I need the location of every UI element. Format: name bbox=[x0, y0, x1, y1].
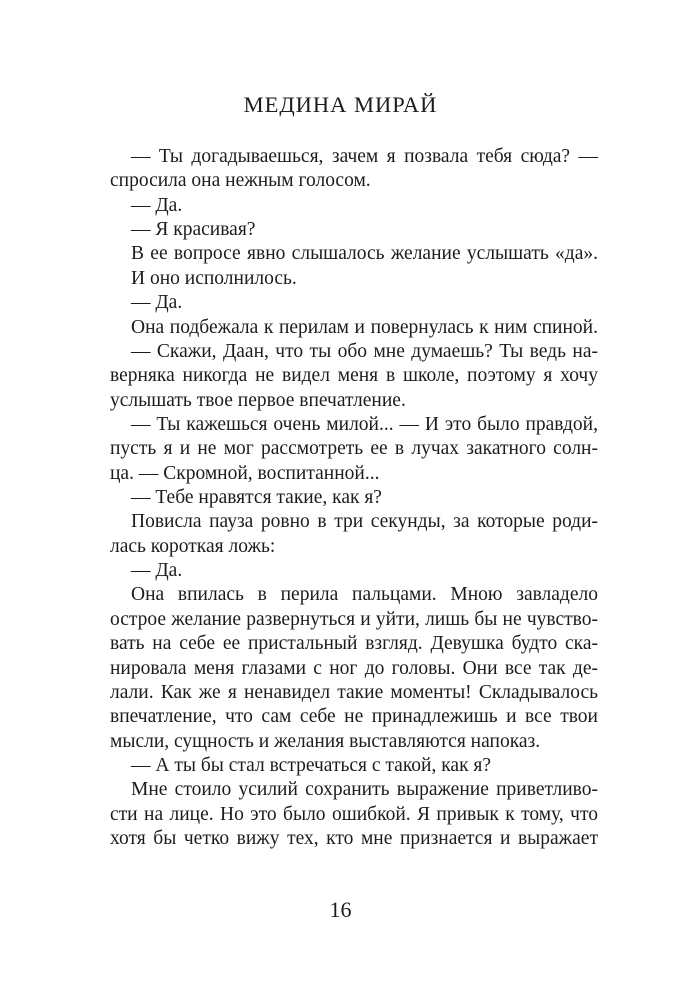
text-line: Она впилась в перила пальцами. Мною завладело bbox=[131, 584, 598, 606]
text-line: лали. Как же я ненавидел такие моменты! Складывалось bbox=[110, 681, 598, 703]
text-line: пусть я и не мог рассмотреть ее в лучах закатного солн- bbox=[110, 438, 598, 460]
text-line: И оно исполнилось. bbox=[131, 267, 297, 289]
text-line: — Да. bbox=[131, 292, 183, 314]
text-line: острое желание развернуться и уйти, лишь бы не чувство- bbox=[110, 608, 598, 630]
text-line: вать на себе ее пристальный взгляд. Девушка будто ска- bbox=[110, 633, 598, 655]
text-line: — Да. bbox=[131, 560, 183, 582]
text-line: Повисла пауза ровно в три секунды, за которые роди- bbox=[131, 511, 598, 533]
text-line: впечатление, что сам себе не принадлежишь и все твои bbox=[110, 706, 598, 728]
text-line: хотя бы четко вижу тех, кто мне признается и выражает bbox=[110, 828, 598, 850]
text-line: мысли, сущность и желания выставляются напоказ. bbox=[110, 730, 541, 752]
text-line: сти на лице. Но это было ошибкой. Я привык к тому, что bbox=[110, 803, 598, 825]
text-line: — А ты бы стал встречаться с такой, как я? bbox=[131, 754, 492, 776]
text-line: — Ты кажешься очень милой... — И это было правдой, bbox=[131, 413, 598, 435]
text-line: нировала меня глазами с ног до головы. Они все так де- bbox=[110, 657, 598, 679]
text-line: Мне стоило усилий сохранить выражение приветливо- bbox=[131, 779, 598, 801]
text-line: спросила она нежным голосом. bbox=[110, 170, 371, 192]
text-line: лась короткая ложь: bbox=[110, 535, 276, 557]
text-line: верняка никогда не видел меня в школе, поэтому я хочу bbox=[110, 365, 598, 387]
body-text bbox=[110, 145, 598, 851]
text-line: — Тебе нравятся такие, как я? bbox=[131, 487, 382, 509]
text-line: — Скажи, Даан, что ты обо мне думаешь? Ты ведь на- bbox=[131, 340, 598, 362]
text-line: — Да. bbox=[131, 194, 183, 216]
text-line: Она подбежала к перилам и повернулась к ним спиной. bbox=[131, 316, 598, 338]
page-number: 16 bbox=[329, 897, 352, 922]
text-line: В ее вопросе явно слышалось желание услышать «да». bbox=[131, 243, 598, 265]
text-line: — Я красивая? bbox=[131, 219, 256, 241]
text-line: услышать твое первое впечатление. bbox=[110, 389, 406, 411]
running-head-author: МЕДИНА МИРАЙ bbox=[243, 92, 438, 117]
text-line: — Ты догадываешься, зачем я позвала тебя сюда? — bbox=[131, 146, 598, 167]
text-line: ца. — Скромной, воспитанной... bbox=[110, 462, 380, 484]
